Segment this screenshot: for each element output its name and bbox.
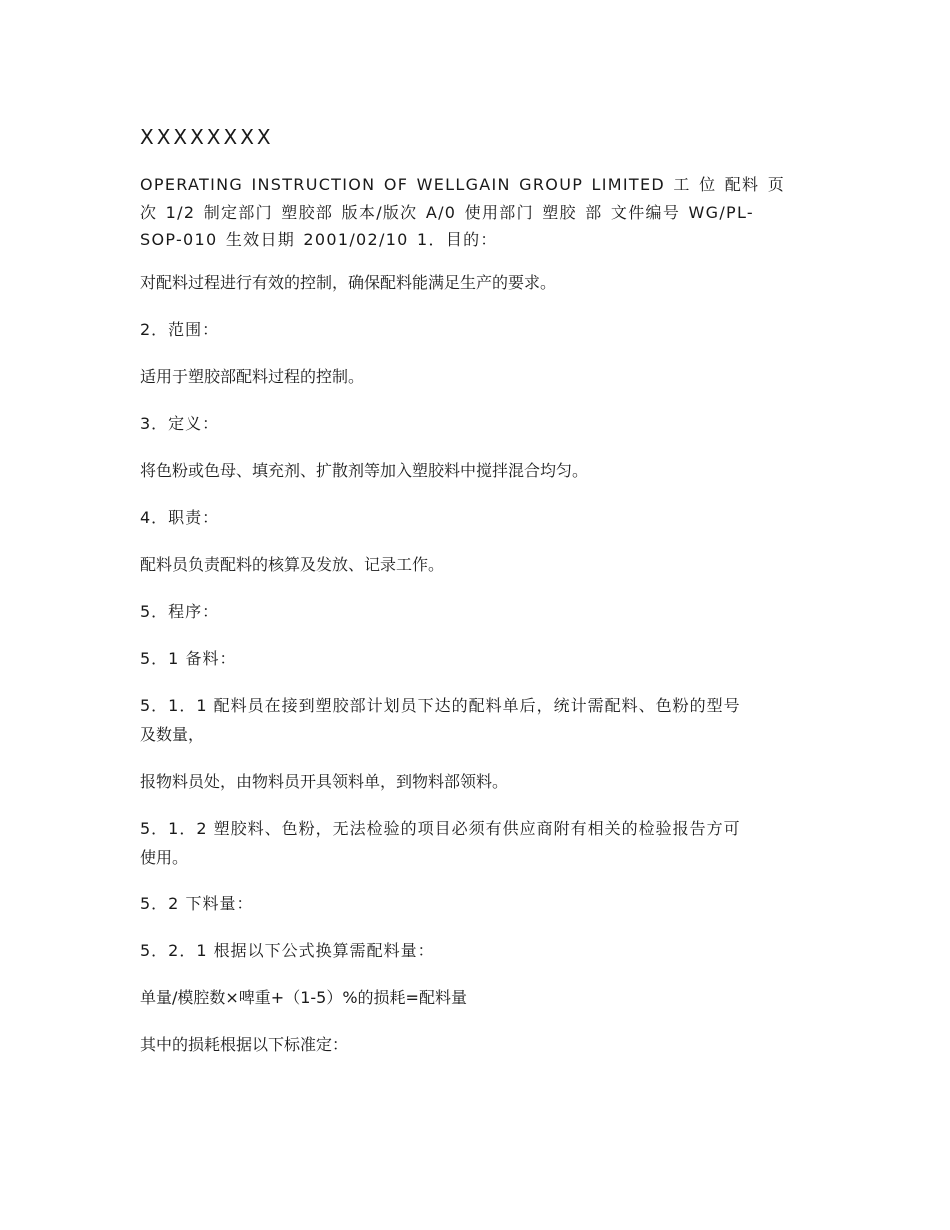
responsibility-text: 配料员负责配料的核算及发放、记录工作。 bbox=[140, 555, 445, 574]
item-5-1-1-line-1: 5．1．1 配料员在接到塑胶部计划员下达的配料单后，统计需配料、色粉的型号 bbox=[140, 696, 741, 715]
item-5-2-1: 5．2．1 根据以下公式换算需配料量： bbox=[140, 941, 435, 960]
item-5-1-2-line-1: 5．1．2 塑胶料、色粉，无法检验的项目必须有供应商附有相关的检验报告方可 bbox=[140, 819, 741, 838]
header-line-1: OPERATING INSTRUCTION OF WELLGAIN GROUP LIMITED 工 位 配料 页 bbox=[140, 175, 786, 194]
subsection-5-1-heading: 5．1 备料： bbox=[140, 649, 237, 668]
responsibility-heading: 4．职责： bbox=[140, 508, 220, 527]
subsection-5-2-heading: 5．2 下料量： bbox=[140, 894, 254, 913]
procedure-heading: 5．程序： bbox=[140, 602, 220, 621]
document-title: XXXXXXXX bbox=[140, 125, 274, 149]
header-line-3: SOP-010 生效日期 2001/02/10 1．目的： bbox=[140, 230, 498, 249]
definition-text: 将色粉或色母、填充剂、扩散剂等加入塑胶料中搅拌混合均匀。 bbox=[140, 461, 589, 480]
header-line-2: 次 1/2 制定部门 塑胶部 版本/版次 A/0 使用部门 塑胶 部 文件编号 WG/PL- bbox=[140, 203, 754, 222]
formula-text: 单量/模腔数×啤重+（1-5）%的损耗=配料量 bbox=[140, 988, 467, 1007]
purpose-text: 对配料过程进行有效的控制，确保配料能满足生产的要求。 bbox=[140, 273, 557, 292]
scope-text: 适用于塑胶部配料过程的控制。 bbox=[140, 367, 365, 386]
item-5-1-2-line-2: 使用。 bbox=[140, 848, 189, 867]
scope-heading: 2．范围： bbox=[140, 320, 220, 339]
item-5-1-1-line-2: 及数量， bbox=[140, 725, 205, 744]
item-5-1-1-continued: 报物料员处，由物料员开具领料单，到物料部领料。 bbox=[140, 772, 509, 791]
definition-heading: 3．定义： bbox=[140, 414, 220, 433]
loss-note-text: 其中的损耗根据以下标准定： bbox=[140, 1035, 349, 1054]
